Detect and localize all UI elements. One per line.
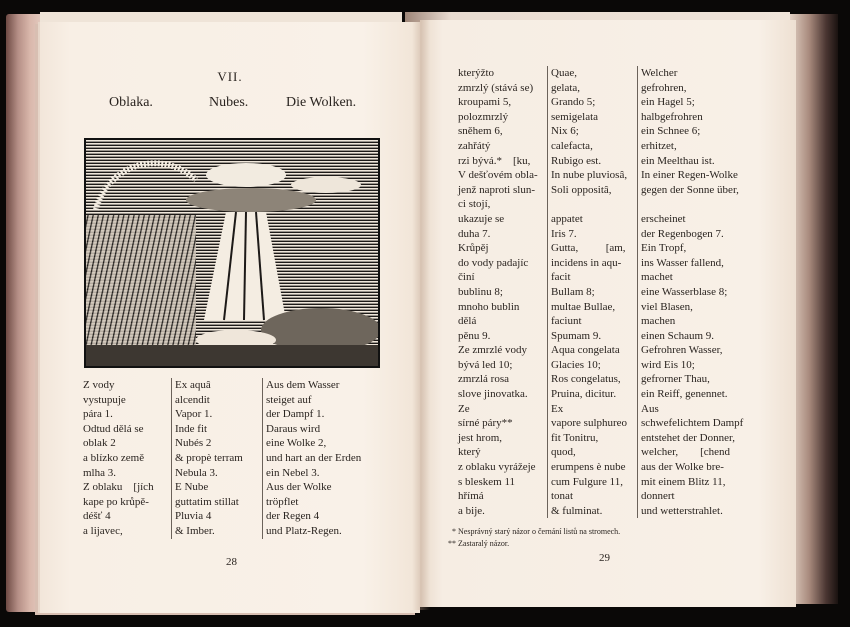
text-line: déšť 4 xyxy=(83,510,111,523)
text-line: zahřátý xyxy=(458,139,491,152)
text-line: ein Meelthau ist. xyxy=(641,154,715,167)
text-line: erscheinet xyxy=(641,212,686,225)
text-line: ein Nebel 3. xyxy=(266,466,320,479)
text-line: & fulminat. xyxy=(551,504,603,517)
title-german: Die Wolken. xyxy=(286,95,357,110)
column-czech-left xyxy=(83,378,167,539)
text-line: gefrohren, xyxy=(641,81,687,94)
text-line: erhitzet, xyxy=(641,139,677,152)
text-line: gefrorner Thau, xyxy=(641,373,710,386)
text-line: Gefrohren Wasser, xyxy=(641,344,723,357)
text-line: Nix 6; xyxy=(551,125,579,138)
text-line: vystupuje xyxy=(83,393,126,406)
text-line: kterýžto xyxy=(458,67,495,79)
text-line: schwefelichtem Dampf xyxy=(641,417,744,430)
text-line: appatet xyxy=(551,212,583,225)
text-line: Grando 5; xyxy=(551,96,596,109)
text-line: jenž naproti slun- xyxy=(458,183,535,196)
text-line: tonat xyxy=(551,490,573,503)
text-line: Spumam 9. xyxy=(551,329,602,342)
text-line: tröpflet xyxy=(266,495,299,508)
text-line: pára 1. xyxy=(83,408,113,421)
text-line: einen Schaum 9. xyxy=(641,329,715,342)
text-line: & propè terram xyxy=(175,451,243,464)
text-line: mit einem Blitz 11, xyxy=(641,475,726,488)
text-line: guttatim stillat xyxy=(175,495,239,508)
text-line: hřímá xyxy=(458,490,484,503)
text-line: sírné páry** xyxy=(458,417,513,430)
text-line: ci stojí, xyxy=(458,198,491,211)
text-line: der Regenbogen 7. xyxy=(641,227,724,240)
text-line: Aus dem Wasser xyxy=(266,379,340,391)
text-line: Ze zmrzlé vody xyxy=(458,344,528,357)
text-line: Nebula 3. xyxy=(175,466,218,479)
text-line: bývá led 10; xyxy=(458,358,513,371)
chapter-number: VII. xyxy=(217,69,243,84)
column-german-left xyxy=(262,378,392,539)
text-line: oblak 2 xyxy=(83,437,116,450)
text-line: machet xyxy=(641,271,673,284)
text-line: Vapor 1. xyxy=(175,408,213,421)
text-line: dělá xyxy=(458,315,477,328)
text-line: fit Tonitru, xyxy=(551,431,599,444)
text-line: Ze xyxy=(458,402,470,415)
text-line: pěnu 9. xyxy=(458,329,491,342)
text-line: incidens in aqu- xyxy=(551,256,622,269)
text-line: multae Bullae, xyxy=(551,300,616,313)
text-line: rzi bývá.* [ku, xyxy=(458,154,531,167)
text-line: quod, xyxy=(551,446,576,459)
column-latin-right xyxy=(547,66,637,518)
text-line: kroupami 5, xyxy=(458,96,512,109)
text-line: Ros congelatus, xyxy=(551,373,621,386)
text-line: viel Blasen, xyxy=(641,300,693,313)
text-line: Quae, xyxy=(551,67,577,79)
column-german-right xyxy=(637,66,767,518)
text-line: der Regen 4 xyxy=(266,510,320,523)
text-line: a lijavec, xyxy=(83,524,123,537)
text-line xyxy=(641,197,767,212)
text-line: Nubés 2 xyxy=(175,437,212,450)
text-line: z oblaku vyrážeje xyxy=(458,461,536,474)
text-line: vapore sulphureo xyxy=(551,417,628,430)
title-czech: Oblaka. xyxy=(109,95,153,110)
text-line: Inde fit xyxy=(175,422,208,435)
text-line: erumpens è nube xyxy=(551,461,626,474)
text-line: slove jinovatka. xyxy=(458,388,528,401)
text-line: Z vody xyxy=(83,379,115,391)
footnote-2: ** Zastaralý názor. xyxy=(448,539,510,548)
text-line: s bleskem 11 xyxy=(458,475,516,488)
text-line: Iris 7. xyxy=(551,227,577,240)
text-line: und Platz-Regen. xyxy=(266,524,342,537)
text-line: jest hrom, xyxy=(458,431,502,444)
text-line: Gutta, [am, xyxy=(551,242,626,255)
woodcut-illustration xyxy=(84,138,380,368)
text-line: alcendit xyxy=(175,393,210,406)
text-line: calefacta, xyxy=(551,139,593,152)
page-number-left: 28 xyxy=(226,556,237,568)
text-line: machen xyxy=(641,315,676,328)
text-line: Glacies 10; xyxy=(551,358,601,371)
text-line: eine Wolke 2, xyxy=(266,437,327,450)
text-line: V dešťovém obla- xyxy=(458,169,538,182)
text-line: bublinu 8; xyxy=(458,285,503,298)
text-line: duha 7. xyxy=(458,227,491,240)
text-line: steiget auf xyxy=(266,393,312,406)
text-line: který xyxy=(458,446,481,459)
text-line: zmrzlá rosa xyxy=(458,373,509,386)
footnotes xyxy=(448,526,620,550)
text-line: kape po krůpě- xyxy=(83,495,149,508)
text-line: Soli oppositâ, xyxy=(551,183,612,196)
text-line: sněhem 6, xyxy=(458,125,503,138)
text-line: faciunt xyxy=(551,315,582,328)
text-line: cum Fulgure 11, xyxy=(551,475,623,488)
text-line: entstehet der Donner, xyxy=(641,431,735,444)
text-line: Aus xyxy=(641,402,659,415)
text-line: E Nube xyxy=(175,481,209,494)
text-line: Odtud dělá se xyxy=(83,422,144,435)
text-line: Pluvia 4 xyxy=(175,510,212,523)
text-line: der Dampf 1. xyxy=(266,408,325,421)
text-line: und wetterstrahlet. xyxy=(641,504,723,517)
text-line: In einer Regen-Wolke xyxy=(641,169,738,182)
text-line: Rubigo est. xyxy=(551,154,602,167)
text-line: zmrzlý (stává se) xyxy=(458,81,534,94)
text-line: Pruina, dicitur. xyxy=(551,388,617,401)
text-line: welcher, [chend xyxy=(641,446,731,459)
text-line: aus der Wolke bre- xyxy=(641,461,724,474)
text-line: a bije. xyxy=(458,504,485,517)
footnote-1: * Nesprávný starý názor o černání listů na stromech. xyxy=(452,527,621,536)
text-line: ukazuje se xyxy=(458,212,505,225)
text-line: gegen der Sonne über, xyxy=(641,183,739,196)
text-line: Ein Tropf, xyxy=(641,242,687,255)
text-line: und hart an der Erden xyxy=(266,451,362,464)
text-line: polozmrzlý xyxy=(458,110,509,123)
text-line: do vody padajíc xyxy=(458,256,529,269)
text-line: Bullam 8; xyxy=(551,285,595,298)
woodcut-clouds-image xyxy=(86,140,378,366)
text-line: halbgefrohren xyxy=(641,110,703,123)
text-line: Z oblaku [jích xyxy=(83,481,154,494)
title-latin: Nubes. xyxy=(209,95,249,110)
text-line: & Imber. xyxy=(175,524,215,537)
text-line: mlha 3. xyxy=(83,466,116,479)
text-line: činí xyxy=(458,271,475,284)
book-cover-right-edge xyxy=(790,14,838,604)
text-line: Welcher xyxy=(641,67,678,79)
text-line: Ex xyxy=(551,402,564,415)
text-line: ein Reiff, genennet. xyxy=(641,388,728,401)
text-line: ein Schnee 6; xyxy=(641,125,701,138)
text-line: eine Wasserblase 8; xyxy=(641,285,728,298)
text-line: a blízko země xyxy=(83,451,145,464)
text-line: In nube pluviosâ, xyxy=(551,169,628,182)
column-czech-right xyxy=(458,66,544,518)
text-line xyxy=(551,197,637,212)
text-line: Ex aquâ xyxy=(175,379,211,391)
text-line: facit xyxy=(551,271,571,284)
text-line: ein Hagel 5; xyxy=(641,96,695,109)
text-line: mnoho bublin xyxy=(458,300,520,313)
text-line: wird Eis 10; xyxy=(641,358,695,371)
column-latin-left xyxy=(171,378,261,539)
page-number-right: 29 xyxy=(599,552,610,564)
text-line: Aus der Wolke xyxy=(266,481,332,494)
text-line: gelata, xyxy=(551,81,581,94)
text-line: donnert xyxy=(641,490,675,503)
text-line: semigelata xyxy=(551,110,599,123)
text-line: Krůpěj xyxy=(458,242,489,255)
text-line: Daraus wird xyxy=(266,422,321,435)
text-line: ins Wasser fallend, xyxy=(641,256,724,269)
text-line: Aqua congelata xyxy=(551,344,620,357)
book-gutter xyxy=(412,20,430,610)
